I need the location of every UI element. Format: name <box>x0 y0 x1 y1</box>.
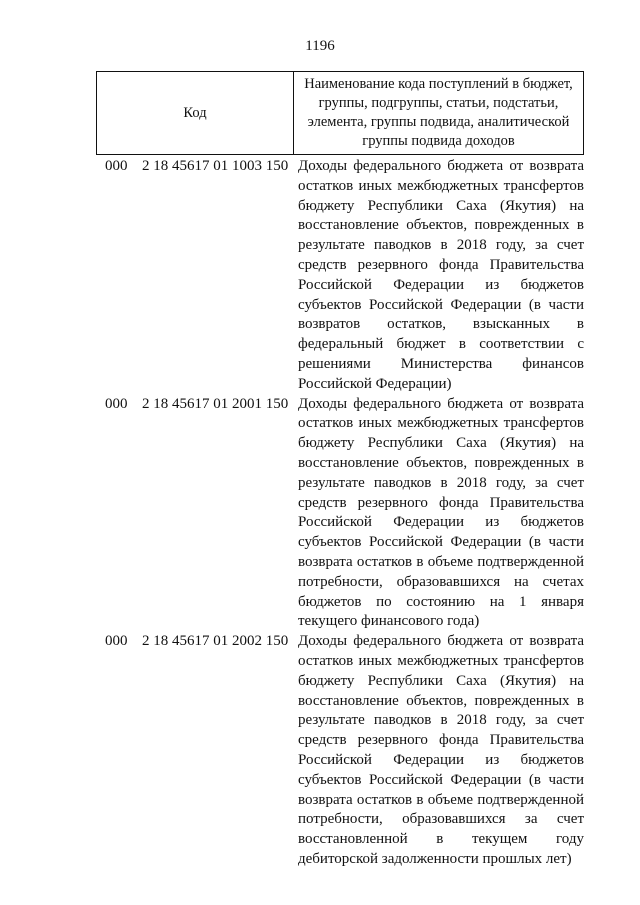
income-code: 2 18 45617 01 1003 150 <box>142 158 289 174</box>
income-code-row <box>96 157 590 395</box>
income-code-row <box>96 395 590 633</box>
name-column-header: Наименование кода поступлений в бюджет, группы, подгруппы, статьи, подстатьи, элемента, группы подвида, аналитической группы подвида доходов <box>294 72 584 155</box>
page-number: 1196 <box>305 38 335 54</box>
admin-code: 000 <box>105 633 128 650</box>
income-code: 2 18 45617 01 2002 150 <box>142 633 289 650</box>
income-code-list <box>96 157 590 870</box>
header-table <box>96 71 584 155</box>
header-row <box>97 72 584 155</box>
income-description: Доходы федерального бюджета от возврата остатков иных межбюджетных трансфертов бюджету Республики Саха (Якутия) на восстановление объектов, поврежденных в результате паводков в 2018 году, за счет средств резервного фонда Правительства Российской Федерации из бюджетов субъектов Российской Федерации (в части возвратов остатков, взысканных в федеральный бюджет в соответствии с решениями Министерства финансов Российской Федерации) <box>298 158 584 392</box>
admin-code: 000 <box>105 395 128 412</box>
code-column-header: Код <box>97 72 294 155</box>
income-code-row <box>96 632 590 870</box>
income-code: 2 18 45617 01 2001 150 <box>142 395 289 412</box>
income-description: Доходы федерального бюджета от возврата остатков иных межбюджетных трансфертов бюджету Республики Саха (Якутия) на восстановление объектов, поврежденных в результате паводков в 2018 году, за счет средств резервного фонда Правительства Российской Федерации из бюджетов субъектов Российской Федерации (в части возврата остатков в объеме подтвержденной потребности, образовавшихся на счетах бюджетов по состоянию на 1 января текущего финансового года) <box>298 395 584 630</box>
admin-code: 000 <box>105 158 128 174</box>
income-description: Доходы федерального бюджета от возврата остатков иных межбюджетных трансфертов бюджету Республики Саха (Якутия) на восстановление объектов, поврежденных в результате паводков в 2018 году, за счет средств резервного фонда Правительства Российской Федерации из бюджетов субъектов Российской Федерации (в части возврата остатков в объеме подтвержденной потребности, образовавшихся за счет восстановленной в текущем году дебиторской задолженности прошлых лет) <box>298 633 584 867</box>
